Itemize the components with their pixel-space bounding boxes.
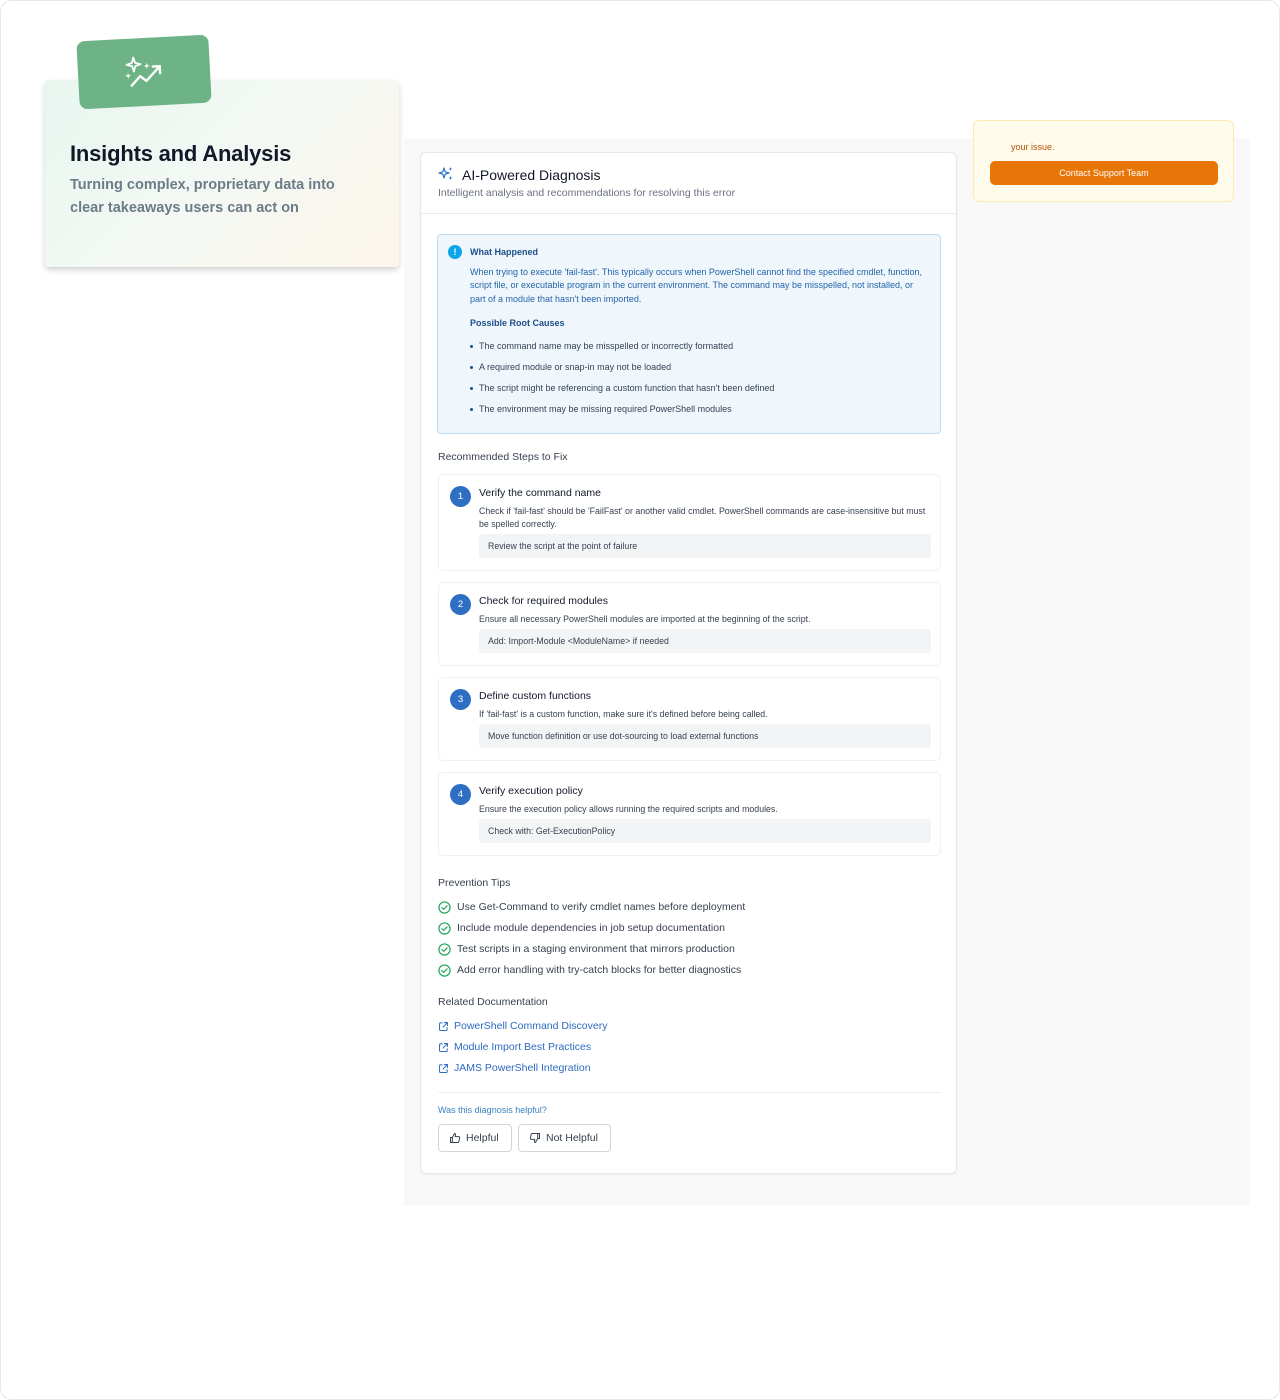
support-text: your issue. bbox=[1011, 142, 1055, 152]
info-icon: ! bbox=[448, 245, 462, 259]
step-card bbox=[438, 582, 941, 666]
bullet-icon bbox=[470, 408, 473, 411]
insight-title: Insights and Analysis bbox=[70, 141, 292, 166]
doc-link[interactable]: PowerShell Command Discovery bbox=[454, 1020, 608, 1032]
prevention-tip-text: Use Get-Command to verify cmdlet names before deployment bbox=[457, 901, 746, 913]
sparkle-icon bbox=[438, 166, 454, 182]
prevention-tip-text: Test scripts in a staging environment that mirrors production bbox=[457, 943, 735, 955]
step-code: Add: Import-Module <ModuleName> if needed bbox=[479, 629, 931, 653]
step-card bbox=[438, 677, 941, 761]
root-cause-item: The command name may be misspelled or incorrectly formatted bbox=[470, 341, 774, 362]
check-circle-icon bbox=[438, 964, 451, 977]
step-description: If 'fail-fast' is a custom function, make sure it's defined before being called. bbox=[479, 709, 768, 719]
insight-subtitle: Turning complex, proprietary data into clear takeaways users can act on bbox=[70, 177, 335, 216]
insight-badge bbox=[76, 35, 211, 110]
prevention-heading: Prevention Tips bbox=[438, 877, 511, 889]
not-helpful-button[interactable] bbox=[518, 1124, 611, 1152]
root-cause-item: The script might be referencing a custom function that hasn't been defined bbox=[470, 383, 774, 404]
step-description: Ensure the execution policy allows running the required scripts and modules. bbox=[479, 804, 778, 814]
step-number: 3 bbox=[450, 689, 471, 710]
docs-heading: Related Documentation bbox=[438, 996, 548, 1008]
root-causes-list bbox=[470, 341, 774, 425]
diagnosis-card bbox=[420, 152, 957, 1174]
diagnosis-header bbox=[421, 153, 956, 214]
helpful-button[interactable] bbox=[438, 1124, 512, 1152]
step-code: Check with: Get-ExecutionPolicy bbox=[479, 819, 931, 843]
step-title: Verify execution policy bbox=[479, 785, 583, 797]
feedback-question: Was this diagnosis helpful? bbox=[438, 1105, 547, 1115]
diagnosis-subtitle: Intelligent analysis and recommendations for resolving this error bbox=[438, 187, 736, 199]
external-link-icon bbox=[438, 1021, 449, 1032]
check-circle-icon bbox=[438, 901, 451, 914]
step-number: 4 bbox=[450, 784, 471, 805]
check-circle-icon bbox=[438, 943, 451, 956]
contact-support-button[interactable]: Contact Support Team bbox=[990, 161, 1218, 185]
support-card bbox=[973, 120, 1234, 202]
step-card bbox=[438, 772, 941, 856]
step-number: 2 bbox=[450, 594, 471, 615]
step-title: Check for required modules bbox=[479, 595, 608, 607]
step-code: Review the script at the point of failure bbox=[479, 534, 931, 558]
step-number: 1 bbox=[450, 486, 471, 507]
what-happened-title: What Happened bbox=[470, 247, 539, 257]
bullet-icon bbox=[470, 387, 473, 390]
diagnosis-title: AI-Powered Diagnosis bbox=[462, 167, 601, 183]
bullet-icon bbox=[470, 345, 473, 348]
thumbs-up-icon bbox=[449, 1132, 461, 1144]
step-title: Verify the command name bbox=[479, 487, 601, 499]
prevention-tip-text: Add error handling with try-catch blocks for better diagnostics bbox=[457, 964, 742, 976]
not-helpful-label: Not Helpful bbox=[546, 1132, 598, 1144]
doc-link[interactable]: Module Import Best Practices bbox=[454, 1041, 592, 1053]
check-circle-icon bbox=[438, 922, 451, 935]
sparkle-trend-icon bbox=[121, 53, 167, 91]
divider bbox=[438, 1092, 941, 1093]
doc-link[interactable]: JAMS PowerShell Integration bbox=[454, 1062, 591, 1074]
root-cause-item: The environment may be missing required PowerShell modules bbox=[470, 404, 774, 425]
helpful-label: Helpful bbox=[466, 1132, 499, 1144]
step-card bbox=[438, 474, 941, 571]
step-code: Move function definition or use dot-sourcing to load external functions bbox=[479, 724, 931, 748]
what-happened-box bbox=[437, 234, 941, 434]
prevention-tip-text: Include module dependencies in job setup documentation bbox=[457, 922, 725, 934]
root-cause-item: A required module or snap-in may not be loaded bbox=[470, 362, 774, 383]
thumbs-down-icon bbox=[529, 1132, 541, 1144]
what-happened-description: When trying to execute 'fail-fast'. This typically occurs when PowerShell cannot find the specified cmdlet, function, script file, or executable program in the current environment. The command may be misspelled, not installed, or part of a module that hasn't been imported. bbox=[470, 267, 922, 304]
bullet-icon bbox=[470, 366, 473, 369]
external-link-icon bbox=[438, 1042, 449, 1053]
external-link-icon bbox=[438, 1063, 449, 1074]
step-description: Ensure all necessary PowerShell modules are imported at the beginning of the script. bbox=[479, 614, 811, 624]
step-title: Define custom functions bbox=[479, 690, 592, 702]
root-causes-title: Possible Root Causes bbox=[470, 318, 565, 328]
steps-heading: Recommended Steps to Fix bbox=[438, 451, 568, 463]
step-description: Check if 'fail-fast' should be 'FailFast' or another valid cmdlet. PowerShell commands are case-insensitive but must be spelled correctly. bbox=[479, 506, 926, 529]
